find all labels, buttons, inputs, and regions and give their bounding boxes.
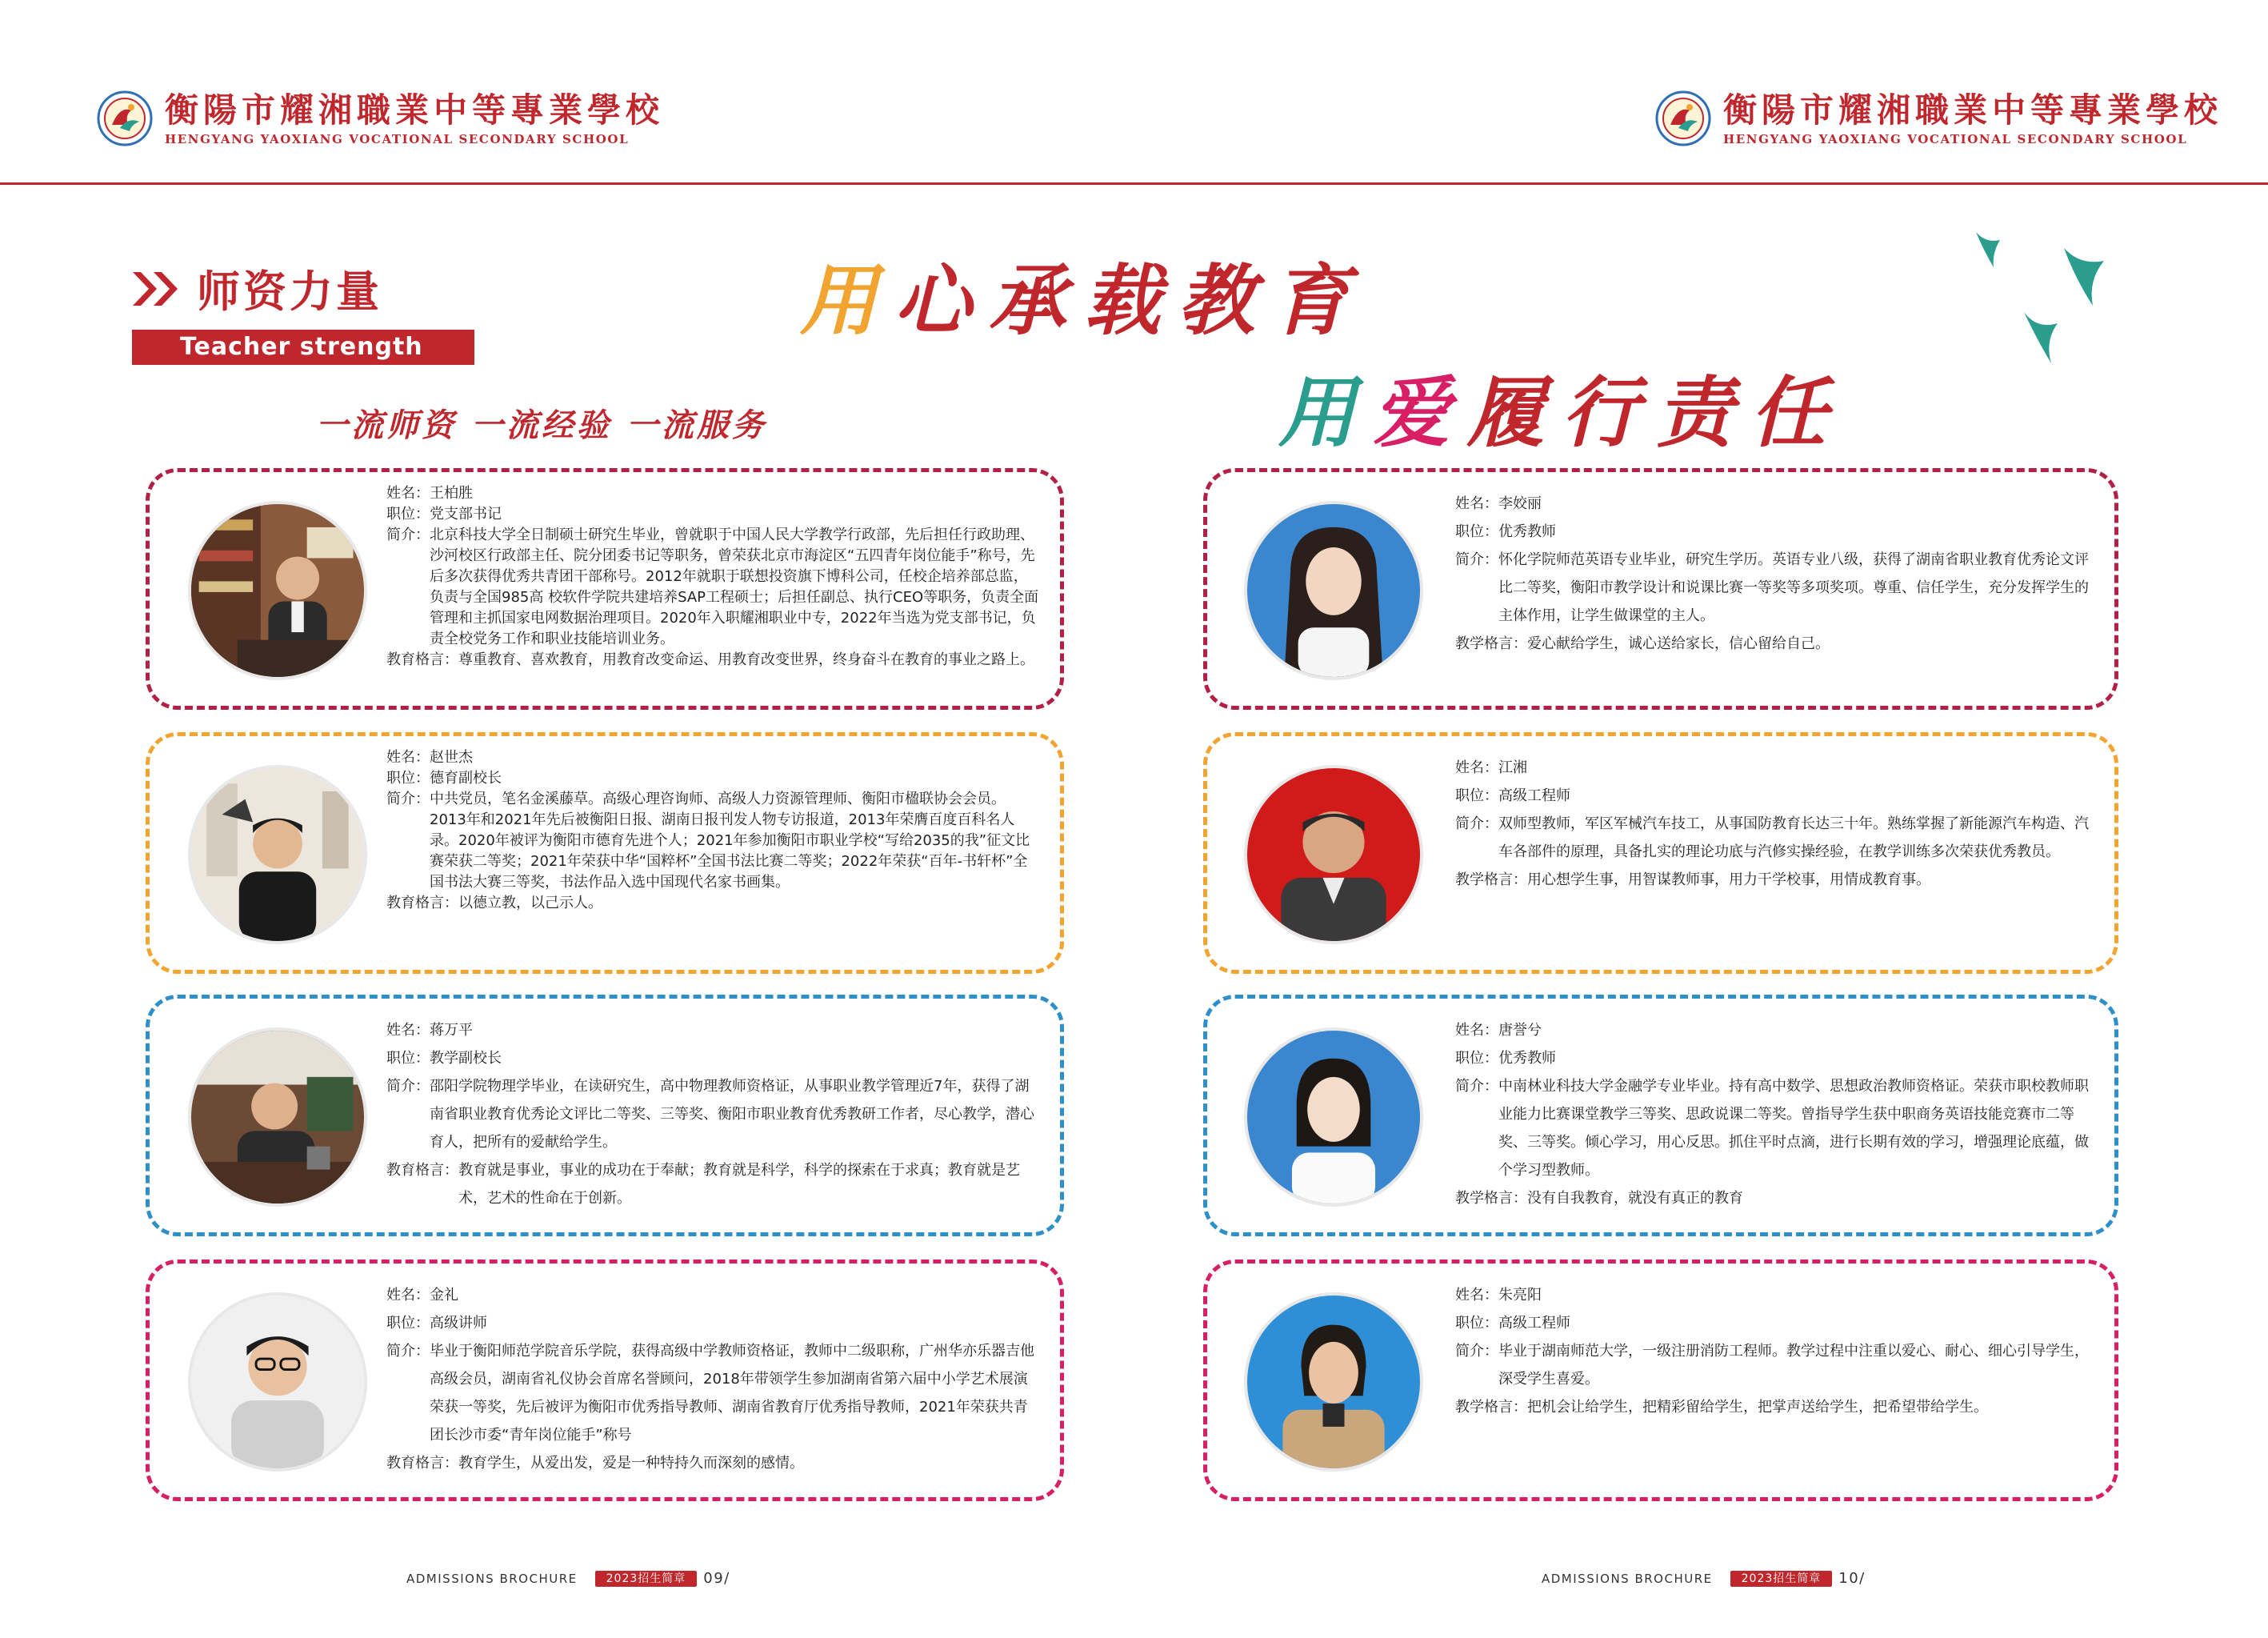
section-title-en: Teacher strength bbox=[132, 330, 474, 365]
name-label: 姓名： bbox=[1455, 759, 1498, 776]
teacher-intro: 中南林业科技大学金融学专业毕业。持有高中数学、思想政治教师资格证。荣获市职校教师职业能力比赛课堂教学三等奖、思政说课二等奖。曾指导学生获中职商务英语技能竞赛市二等奖、三等奖。倾心学习，用心反思。抓住平时点滴，进行长期有效的学习，增强理论底蕴，做个学习型教师。 bbox=[1498, 1078, 2089, 1179]
slogan-char: 爱 bbox=[1373, 367, 1467, 458]
motto-label: 教学格言： bbox=[1455, 1190, 1527, 1207]
teacher-position: 优秀教师 bbox=[1498, 523, 1556, 540]
school-emblem-icon bbox=[96, 90, 154, 147]
teacher-info bbox=[1455, 754, 2094, 894]
teacher-intro: 怀化学院师范英语专业毕业，研究生学历。英语专业八级，获得了湖南省职业教育优秀论文评比二等奖，衡阳市教学设计和说课比赛一等奖等多项奖项。尊重、信任学生，充分发挥学生的主体作用，让学生做课堂的主人。 bbox=[1498, 551, 2089, 624]
position-label: 职位： bbox=[1455, 523, 1498, 540]
teacher-info bbox=[1455, 1016, 2094, 1212]
teacher-position: 德育副校长 bbox=[430, 770, 502, 787]
name-label: 姓名： bbox=[1455, 495, 1498, 512]
teacher-name: 唐誉兮 bbox=[1498, 1022, 1542, 1039]
teacher-motto: 以德立教，以己示人。 bbox=[458, 895, 602, 911]
position-label: 职位： bbox=[1455, 1315, 1498, 1332]
school-emblem-icon bbox=[1654, 90, 1712, 147]
slogan-char: 用 bbox=[1278, 367, 1373, 458]
motto-label: 教育格言： bbox=[386, 895, 458, 911]
teacher-photo bbox=[1244, 765, 1423, 944]
teacher-photo bbox=[1244, 1027, 1423, 1207]
name-label: 姓名： bbox=[386, 485, 430, 502]
teacher-position: 高级工程师 bbox=[1498, 787, 1570, 804]
teacher-name: 李姣丽 bbox=[1498, 495, 1542, 512]
teacher-motto: 教育就是事业，事业的成功在于奉献；教育就是科学，科学的探索在于求真；教育就是艺术，艺术的性命在于创新。 bbox=[458, 1162, 1020, 1207]
teacher-card bbox=[146, 1260, 1064, 1501]
slogan-char: 行 bbox=[1562, 367, 1656, 458]
teacher-info bbox=[386, 1016, 1039, 1212]
teacher-photo bbox=[1244, 1292, 1423, 1472]
motto-label: 教育格言： bbox=[386, 651, 458, 668]
position-label: 职位： bbox=[386, 1315, 430, 1332]
intro-label: 简介： bbox=[1455, 551, 1498, 568]
intro-label: 简介： bbox=[386, 1078, 430, 1095]
intro-label: 简介： bbox=[386, 527, 430, 543]
slogan-line-1 bbox=[800, 240, 1366, 350]
slogan-char: 用 bbox=[800, 255, 894, 346]
teacher-intro: 中共党员，笔名金溪藤草。高级心理咨询师、高级人力资源管理师、衡阳市楹联协会会员。2013年和2021年先后被衡阳日报、湖南日报刊发人物专访报道，2013年荣膺百度百科名人录。2020年被评为衡阳市德育先进个人；2021年参加衡阳市职业学校“写给2035的我”征文比赛荣获二等奖；2021年荣获中华“国粹杯”全国书法比赛二等奖；2022年荣获“百年-书轩杯”全国书法大赛三等奖，书法作品入选中国现代名家书画集。 bbox=[430, 791, 1030, 891]
teacher-motto: 把机会让给学生，把精彩留给学生，把掌声送给学生，把希望带给学生。 bbox=[1527, 1399, 1988, 1416]
teacher-photo bbox=[188, 1292, 367, 1472]
name-label: 姓名： bbox=[386, 1287, 430, 1304]
teacher-intro: 双师型教师，军区军械汽车技工，从事国防教育长达三十年。熟练掌握了新能源汽车构造、汽车各部件的原理，具备扎实的理论功底与汽修实操经验，在教学训练多次荣获优秀教员。 bbox=[1498, 815, 2089, 860]
motto-label: 教学格言： bbox=[1455, 871, 1527, 888]
teacher-info bbox=[386, 1281, 1039, 1477]
slogan-char: 任 bbox=[1750, 367, 1845, 458]
teacher-intro: 毕业于湖南师范大学，一级注册消防工程师。教学过程中注重以爱心、耐心、细心引导学生，深受学生喜爱。 bbox=[1498, 1343, 2089, 1388]
name-label: 姓名： bbox=[1455, 1022, 1498, 1039]
teacher-motto: 用心想学生事，用智谋教师事，用力干学校事，用情成教育事。 bbox=[1527, 871, 1930, 888]
teacher-card bbox=[1203, 995, 2118, 1236]
teacher-name: 蒋万平 bbox=[430, 1022, 473, 1039]
teacher-position: 党支部书记 bbox=[430, 506, 502, 523]
teacher-motto: 爱心献给学生，诚心送给家长，信心留给自己。 bbox=[1527, 635, 1830, 652]
school-name-cn: 衡陽市耀湘職業中等專業學校 bbox=[165, 90, 665, 130]
motto-label: 教育格言： bbox=[386, 1455, 458, 1472]
teacher-card bbox=[146, 732, 1064, 974]
school-name-cn: 衡陽市耀湘職業中等專業學校 bbox=[1723, 90, 2223, 130]
school-logo-right bbox=[1654, 86, 2222, 150]
position-label: 职位： bbox=[1455, 1050, 1498, 1067]
header-divider bbox=[0, 182, 2268, 185]
teacher-photo bbox=[188, 765, 367, 944]
name-label: 姓名： bbox=[1455, 1287, 1498, 1304]
slogan-char: 责 bbox=[1656, 367, 1750, 458]
intro-label: 简介： bbox=[386, 1343, 430, 1360]
double-chevron-icon bbox=[130, 269, 186, 309]
position-label: 职位： bbox=[386, 770, 430, 787]
teacher-info bbox=[1455, 1281, 2094, 1421]
teacher-motto: 没有自我教育，就没有真正的教育 bbox=[1527, 1190, 1743, 1207]
teacher-position: 教学副校长 bbox=[430, 1050, 502, 1067]
teacher-name: 赵世杰 bbox=[430, 749, 473, 766]
school-name-en: HENGYANG YAOXIANG VOCATIONAL SECONDARY SCHOOL bbox=[1723, 132, 2188, 146]
teacher-info bbox=[386, 483, 1039, 671]
tagline: 一流师资 一流经验 一流服务 bbox=[316, 406, 767, 444]
slogan-line-2 bbox=[1278, 352, 1845, 462]
teacher-name: 金礼 bbox=[430, 1287, 458, 1304]
intro-label: 简介： bbox=[1455, 1343, 1498, 1360]
intro-label: 简介： bbox=[1455, 1078, 1498, 1095]
footer-left bbox=[406, 1570, 730, 1587]
slogan-char: 心 bbox=[894, 255, 989, 346]
slogan-char: 载 bbox=[1083, 255, 1178, 346]
slogan-char: 育 bbox=[1272, 255, 1366, 346]
teacher-intro: 北京科技大学全日制硕士研究生毕业，曾就职于中国人民大学教学行政部，先后担任行政助理、沙河校区行政部主任、院分团委书记等职务，曾荣获北京市海淀区“五四青年岗位能手”称号，先后多次获得优秀共青团干部称号。2012年就职于联想投资旗下博科公司，任校企培养部总监，负责与全国985高 校软件学院共建培养SAP工程硕士；后担任副总、执行CEO等职务，负责全面管理和主抓国家电网数据治理项目。2020年入职耀湘职业中专，2022年当选为党支部书记，负责全校党务工作和职业技能培训业务。 bbox=[430, 527, 1039, 647]
position-label: 职位： bbox=[386, 1050, 430, 1067]
slogan-char: 履 bbox=[1467, 367, 1562, 458]
position-label: 职位： bbox=[1455, 787, 1498, 804]
teacher-motto: 教育学生，从爱出发，爱是一种特持久而深刻的感情。 bbox=[458, 1455, 804, 1472]
teacher-card bbox=[146, 995, 1064, 1236]
teacher-photo bbox=[188, 501, 367, 680]
teacher-card bbox=[1203, 732, 2118, 974]
slogan-char: 教 bbox=[1178, 255, 1272, 346]
teacher-position: 优秀教师 bbox=[1498, 1050, 1556, 1067]
teacher-info bbox=[386, 747, 1039, 914]
teacher-card bbox=[1203, 468, 2118, 710]
teacher-name: 江湘 bbox=[1498, 759, 1527, 776]
teacher-card bbox=[1203, 1260, 2118, 1501]
slogan-char: 承 bbox=[989, 255, 1083, 346]
intro-label: 简介： bbox=[1455, 815, 1498, 832]
footer-badge: 2023招生简章 bbox=[595, 1571, 698, 1587]
teacher-photo bbox=[1244, 501, 1423, 680]
teacher-photo bbox=[188, 1027, 367, 1207]
teacher-intro: 毕业于衡阳师范学院音乐学院，获得高级中学教师资格证，教师中二级职称，广州华亦乐器吉他高级会员，湖南省礼仪协会首席名誉顾问，2018年带领学生参加湖南省第六届中小学艺术展演荣获一等奖，先后被评为衡阳市优秀指导教师、湖南省教育厅优秀指导教师，2021年荣获共青团长沙市委“青年岗位能手”称号 bbox=[430, 1343, 1034, 1444]
teacher-info bbox=[1455, 490, 2094, 658]
birds-decoration-icon bbox=[1968, 216, 2112, 376]
teacher-name: 朱亮阳 bbox=[1498, 1287, 1542, 1304]
teacher-position: 高级讲师 bbox=[430, 1315, 487, 1332]
motto-label: 教育格言： bbox=[386, 1162, 458, 1179]
position-label: 职位： bbox=[386, 506, 430, 523]
footer-brochure: ADMISSIONS BROCHURE bbox=[1542, 1571, 1713, 1586]
school-name-en: HENGYANG YAOXIANG VOCATIONAL SECONDARY SCHOOL bbox=[165, 132, 630, 146]
page-number: 09/ bbox=[703, 1570, 730, 1587]
footer-brochure: ADMISSIONS BROCHURE bbox=[406, 1571, 578, 1586]
page-number: 10/ bbox=[1838, 1570, 1866, 1587]
teacher-intro: 邵阳学院物理学毕业，在读研究生，高中物理教师资格证，从事职业教学管理近7年，获得了湖南省职业教育优秀论文评比二等奖、三等奖、衡阳市职业教育优秀教研工作者，尽心教学，潜心育人，把所有的爱献给学生。 bbox=[430, 1078, 1034, 1151]
teacher-motto: 尊重教育、喜欢教育，用教育改变命运、用教育改变世界，终身奋斗在教育的事业之路上。 bbox=[458, 651, 1034, 668]
section-title-text: 师资力量 bbox=[197, 266, 382, 317]
name-label: 姓名： bbox=[386, 1022, 430, 1039]
motto-label: 教学格言： bbox=[1455, 635, 1527, 652]
teacher-position: 高级工程师 bbox=[1498, 1315, 1570, 1332]
footer-right bbox=[1542, 1570, 1866, 1587]
footer-badge: 2023招生简章 bbox=[1730, 1571, 1833, 1587]
school-logo-left bbox=[96, 86, 664, 150]
teacher-name: 王柏胜 bbox=[430, 485, 473, 502]
name-label: 姓名： bbox=[386, 749, 430, 766]
teacher-card bbox=[146, 468, 1064, 710]
section-title bbox=[130, 258, 382, 319]
intro-label: 简介： bbox=[386, 791, 430, 807]
motto-label: 教学格言： bbox=[1455, 1399, 1527, 1416]
